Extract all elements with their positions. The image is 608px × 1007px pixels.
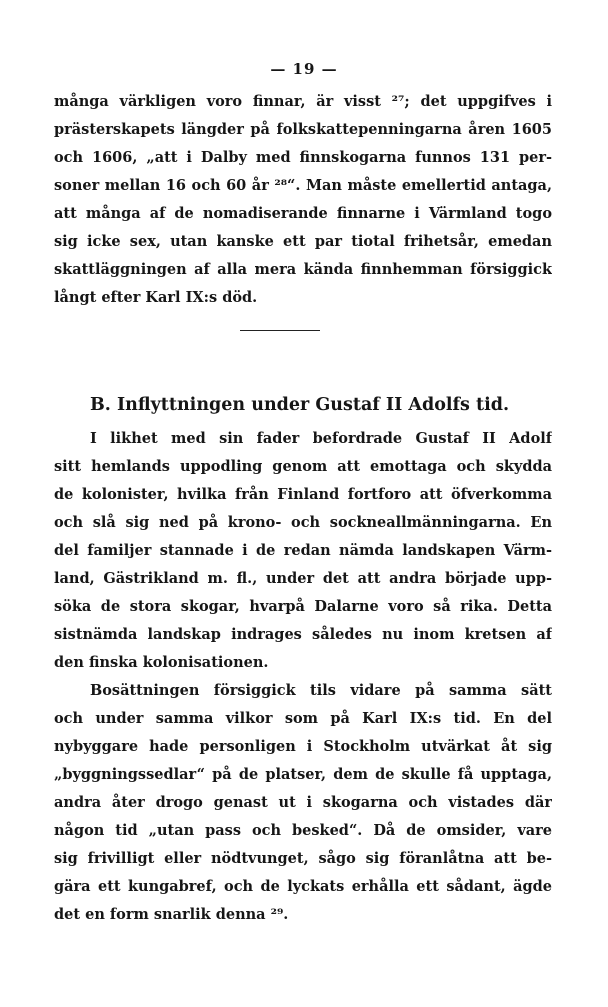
paragraph-continued <box>54 88 552 312</box>
text-line: gära ett kungabref, och de lyckats erhålla ett sådant, ägde <box>54 878 552 895</box>
paragraph-3 <box>54 677 552 929</box>
text-line: land, Gästrikland m. fl., under det att andra började upp- <box>54 570 552 587</box>
text-line: sig frivilligt eller nödtvunget, sågo sig föranlåtna att be- <box>54 850 552 867</box>
text-line: söka de stora skogar, hvarpå Dalarne voro så rika. Detta <box>54 598 552 615</box>
text-line: sig icke sex, utan kanske ett par tiotal frihetsår, emedan <box>54 233 552 250</box>
section-body <box>54 425 552 929</box>
text-line: prästerskapets längder på folkskattepenningarna åren 1605 <box>54 121 552 138</box>
text-line: någon tid „utan pass och besked“. Då de omsider, vare <box>54 822 552 839</box>
text-line: och slå sig ned på krono- och sockneallmänningarna. En <box>54 514 552 531</box>
text-line: att många af de nomadiserande finnarne i Värmland togo <box>54 205 552 222</box>
text-line: Bosättningen försiggick tils vidare på samma sätt <box>90 682 552 699</box>
text-line: det en form snarlik denna ²⁹. <box>54 906 289 923</box>
text-line: sitt hemlands uppodling genom att emottaga och skydda <box>54 458 552 475</box>
text-line: och 1606, „att i Dalby med finnskogarna funnos 131 per- <box>54 149 552 166</box>
text-line: soner mellan 16 och 60 år ²⁸“. Man måste emellertid antaga, <box>54 177 552 194</box>
text-line: nybyggare hade personligen i Stockholm utvärkat åt sig <box>54 738 552 755</box>
section-divider <box>240 330 320 331</box>
text-line: skattläggningen af alla mera kända finnhemman försiggick <box>54 261 552 278</box>
text-line: andra åter drogo genast ut i skogarna och vistades där <box>54 794 552 811</box>
paragraph-1 <box>54 88 552 312</box>
text-line: „byggningssedlar“ på de platser, dem de skulle få upptaga, <box>54 766 552 783</box>
text-line: den finska kolonisationen. <box>54 654 269 671</box>
text-line: del familjer stannade i de redan nämda landskapen Värm- <box>54 542 552 559</box>
paragraph-2 <box>54 425 552 677</box>
page-number: — 19 — <box>270 60 338 78</box>
text-line: långt efter Karl IX:s död. <box>54 289 258 306</box>
section-heading: B. Inflyttningen under Gustaf II Adolfs tid. <box>90 395 510 415</box>
text-line: många värkligen voro finnar, är visst ²⁷; det uppgifves i <box>54 93 552 110</box>
text-line: de kolonister, hvilka från Finland fortforo att öfverkomma <box>54 486 552 503</box>
text-line: sistnämda landskap indrages således nu inom kretsen af <box>54 626 552 643</box>
text-line: I likhet med sin fader befordrade Gustaf II Adolf <box>90 430 552 447</box>
text-line: och under samma vilkor som på Karl IX:s tid. En del <box>54 710 552 727</box>
